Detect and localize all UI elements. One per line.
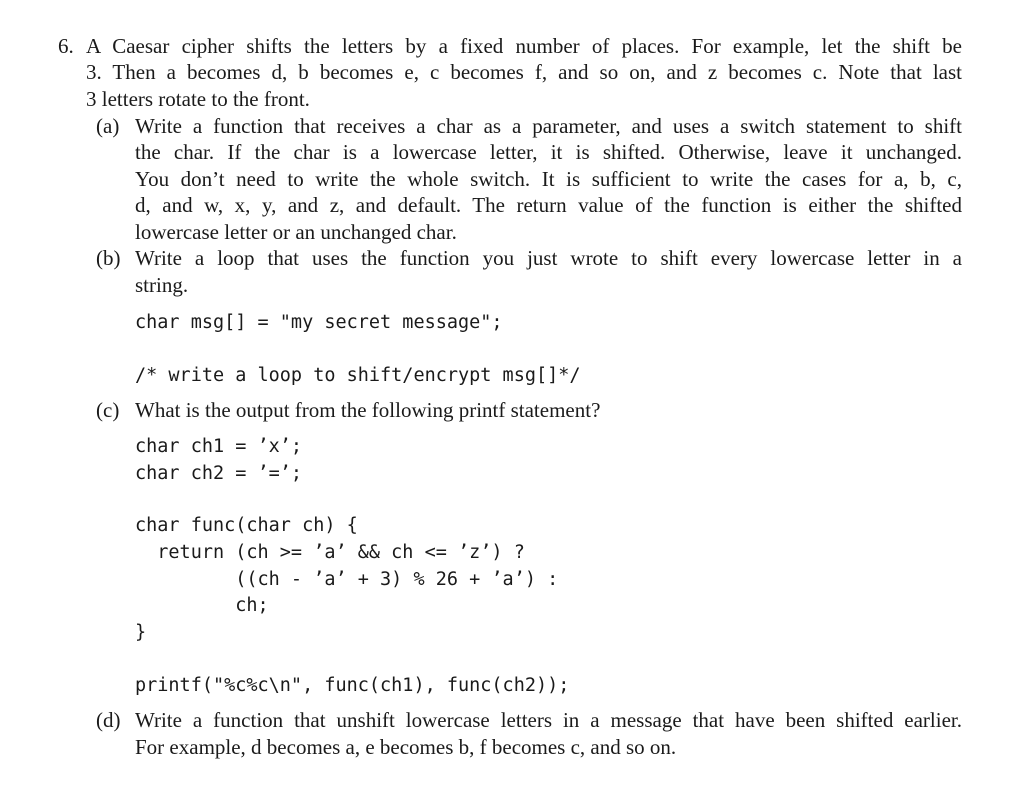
part-a-line-2: the char. If the char is a lowercase letter, it is shifted. Otherwise, leave it unchanged.: [135, 140, 962, 164]
part-b-line-1: Write a loop that uses the function you just wrote to shift every lowercase letter in a: [135, 246, 962, 270]
part-a-line-1: Write a function that receives a char as a parameter, and uses a switch statement to shift: [135, 114, 962, 138]
part-c-code-6: ch;: [135, 595, 269, 616]
part-a-line-4: d, and w, x, y, and z, and default. The return value of the function is either the shifted: [135, 193, 962, 217]
part-c-line-1: What is the output from the following printf statement?: [135, 398, 601, 422]
part-d-line-2: For example, d becomes a, e becomes b, f becomes c, and so on.: [135, 735, 677, 759]
intro-line-3: 3 letters rotate to the front.: [86, 87, 310, 111]
intro-line-2: 3. Then a becomes d, b becomes e, c becomes f, and so on, and z becomes c. Note that last: [86, 60, 962, 84]
part-c-code-8: printf("%c%c\n", func(ch1), func(ch2));: [135, 675, 570, 696]
part-a-line-5: lowercase letter or an unchanged char.: [135, 220, 457, 244]
part-c-code-2: char ch2 = ’=’;: [135, 463, 303, 484]
part-b-line-2: string.: [135, 273, 189, 297]
part-c-code-1: char ch1 = ’x’;: [135, 436, 303, 457]
part-b-code-1: char msg[] = "my secret message";: [135, 312, 503, 333]
part-b-code-2: /* write a loop to shift/encrypt msg[]*/: [135, 365, 581, 386]
part-d-label: (d): [96, 708, 121, 732]
part-d-line-1: Write a function that unshift lowercase letters in a message that have been shifted earlier.: [135, 708, 962, 732]
part-c-label: (c): [96, 398, 120, 422]
part-a-label: (a): [96, 114, 120, 138]
intro-line-1: A Caesar cipher shifts the letters by a fixed number of places. For example, let the shift be: [86, 34, 962, 58]
part-b-label: (b): [96, 246, 121, 270]
problem-number: 6.: [58, 34, 74, 58]
part-c-code-3: char func(char ch) {: [135, 515, 358, 536]
part-c-code-4: return (ch >= ’a’ && ch <= ’z’) ?: [135, 542, 525, 563]
part-a-line-3: You don’t need to write the whole switch. It is sufficient to write the cases for a, b, c,: [135, 167, 962, 191]
part-c-code-5: ((ch - ’a’ + 3) % 26 + ’a’) :: [135, 569, 559, 590]
part-c-code-7: }: [135, 622, 147, 643]
